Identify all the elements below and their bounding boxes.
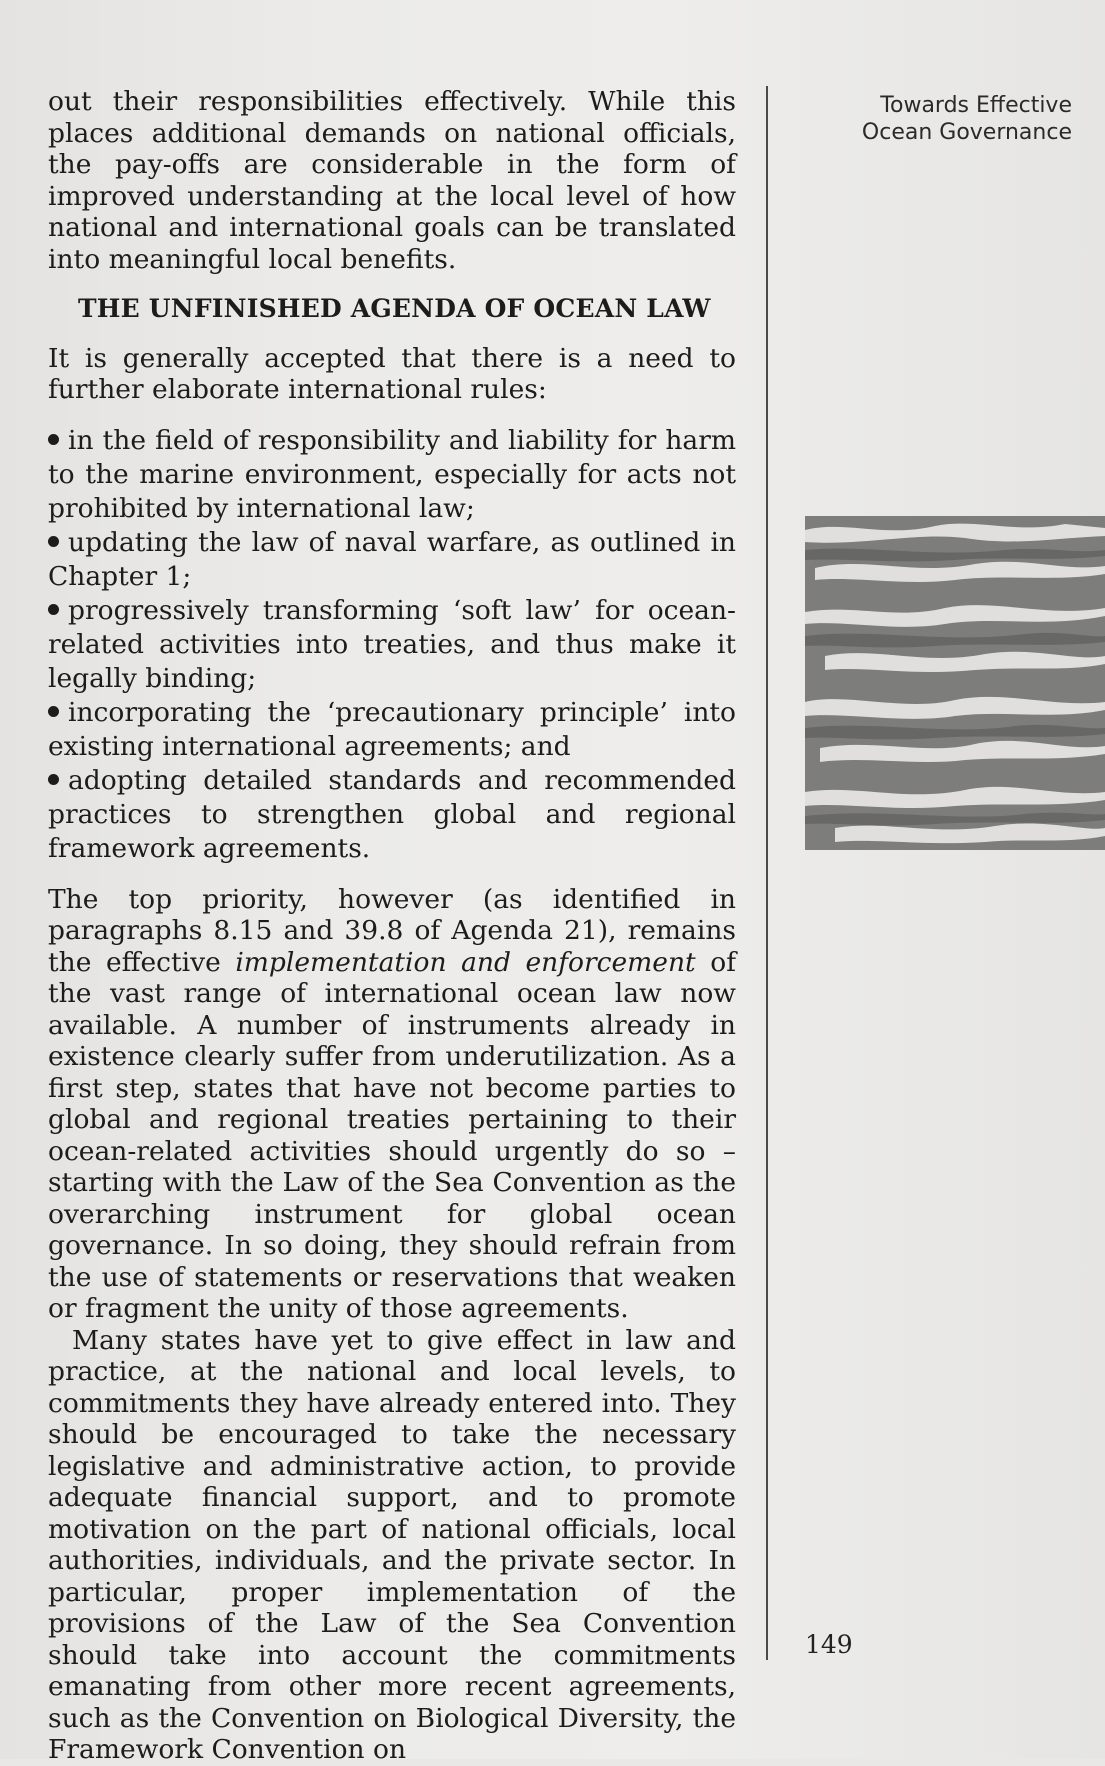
list-item: progressively transforming ‘soft law’ for ocean-related activities into treaties, and thus make it legally binding;: [48, 594, 736, 694]
running-title: [800, 92, 1072, 146]
running-title-line-2: Ocean Governance: [861, 120, 1072, 145]
bullet-icon: [48, 706, 59, 717]
requirements-list: [48, 424, 736, 866]
list-item: updating the law of naval warfare, as outlined in Chapter 1;: [48, 526, 736, 592]
list-item: in the field of responsibility and liability for harm to the marine environment, especially for acts not prohibited by international law;: [48, 424, 736, 524]
emphasis-text: implementation and enforcement: [235, 946, 696, 978]
intro-paragraph: out their responsibilities effectively. While this places additional demands on national officials, the pay-offs are considerable in the form of improved understanding at the local level of how national and international goals can be translated into meaningful local benefits.: [48, 86, 736, 275]
bullet-icon: [48, 536, 59, 547]
priority-paragraph: The top priority, however (as identified in paragraphs 8.15 and 39.8 of Agenda 21), remains the effective implementation and enforcement of the vast range of international ocean law now available. A number of instruments already in existence clearly suffer from underutilization. As a first step, states that have not become parties to global and regional treaties pertaining to their ocean-related activities should urgently do so – starting with the Law of the Sea Convention as the overarching instrument for global ocean governance. In so doing, they should refrain from the use of statements or reservations that weaken or fragment the unity of those agreements.: [48, 883, 737, 1324]
bullet-icon: [48, 774, 59, 785]
states-paragraph: Many states have yet to give effect in law and practice, at the national and local levels, to commitments they have already entered into. They should be encouraged to take the necessary legislative and administrative action, to provide adequate financial support, and to promote motivation on the part of national officials, local authorities, individuals, and the private sector. In particular, proper implementation of the provisions of the Law of the Sea Convention should take into account the commitments emanating from other more recent agreements, such as the Convention on Biological Diversity, the Framework Convention on: [48, 1324, 736, 1765]
lead-paragraph: It is generally accepted that there is a need to further elaborate international rules:: [48, 342, 736, 405]
page-number: 149: [805, 1630, 853, 1659]
section-heading: THE UNFINISHED AGENDA OF OCEAN LAW: [78, 294, 711, 323]
running-title-line-1: Towards Effective: [880, 93, 1072, 118]
ocean-wave-photo: [805, 516, 1105, 850]
column-divider: [766, 86, 768, 1660]
main-text-column: [48, 86, 736, 1766]
list-item: incorporating the ‘precautionary principle’ into existing international agreements; and: [48, 696, 736, 762]
bullet-icon: [48, 604, 59, 615]
list-item: adopting detailed standards and recommended practices to strengthen global and regional framework agreements.: [48, 764, 736, 864]
bullet-icon: [48, 434, 59, 445]
